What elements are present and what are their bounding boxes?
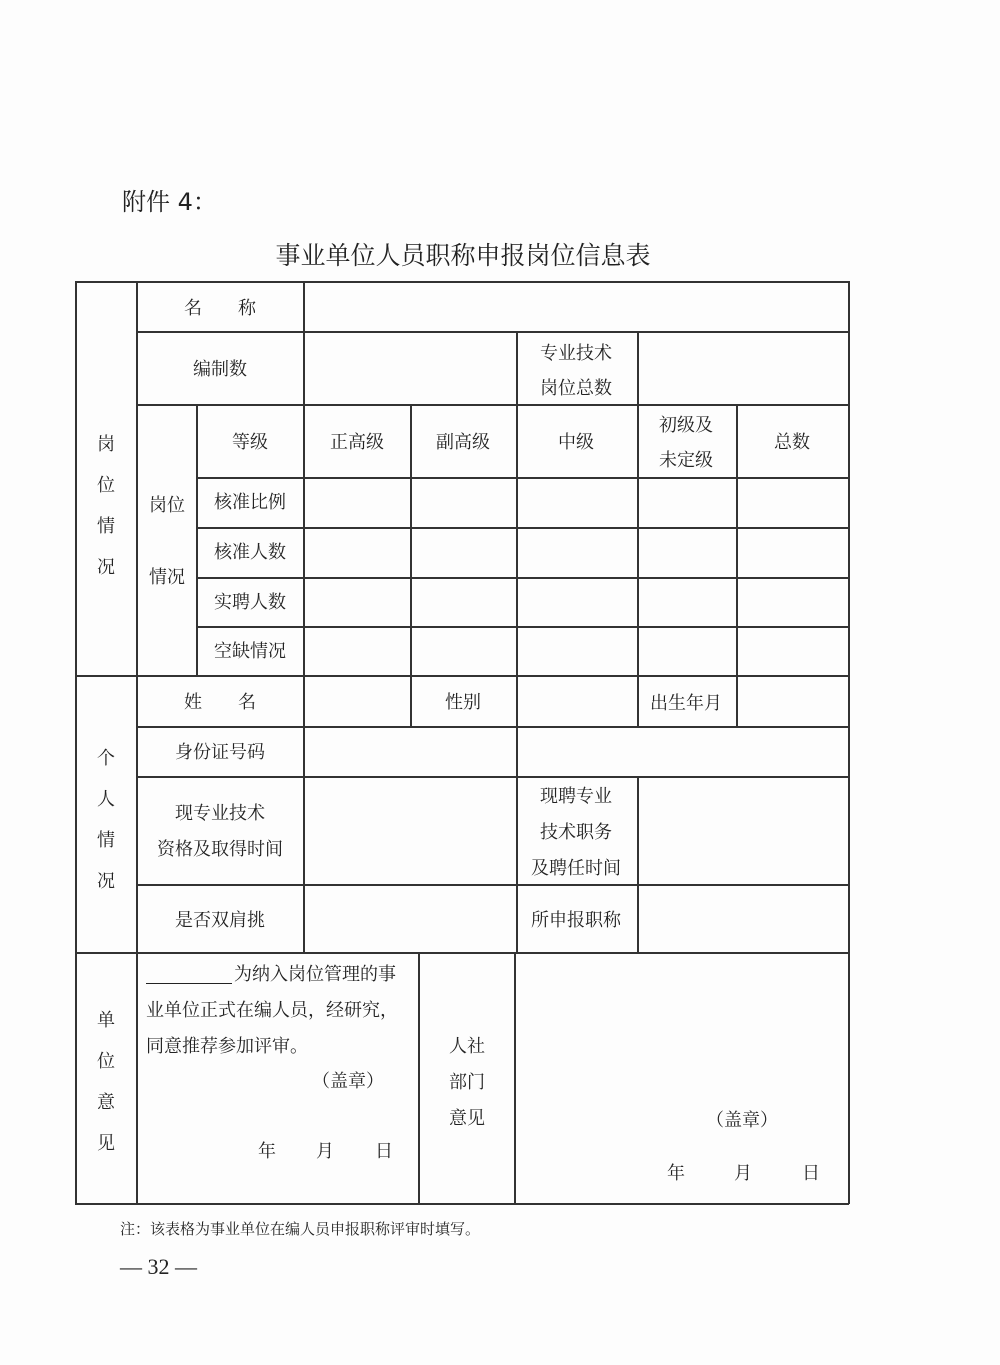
section-unit-label: 单 位 意 见 (97, 1010, 115, 1154)
row-label-approved: 核准人数 (214, 542, 286, 563)
grade-senior: 正高级 (330, 432, 384, 453)
id-label: 身份证号码 (175, 742, 265, 763)
attachment-label: 附件 4： (122, 188, 217, 216)
table-rule (75, 675, 849, 677)
table-rule (136, 281, 138, 1204)
table-rule (516, 331, 518, 953)
hr-seal: （盖章） (706, 1110, 778, 1131)
table-rule (410, 404, 412, 727)
table-rule (136, 726, 849, 728)
current-post-label-2: 技术职务 (540, 822, 612, 843)
grade-junior-2: 未定级 (659, 450, 713, 471)
unit-opinion-line-1 (146, 966, 396, 984)
row-label-hired: 实聘人数 (214, 592, 286, 613)
table-rule (75, 281, 77, 1204)
table-rule (196, 477, 849, 479)
hr-label-2: 部门 (449, 1072, 485, 1093)
hr-date-day: 日 (802, 1163, 820, 1184)
table-rule (637, 331, 639, 727)
qual-label-2: 资格及取得时间 (157, 839, 283, 860)
unit-date-day: 日 (375, 1141, 393, 1162)
gender-label: 性别 (445, 692, 481, 713)
person-name-label: 姓 名 (184, 692, 256, 713)
current-post-label-3: 及聘任时间 (531, 858, 621, 879)
sub-post-label-2: 情况 (149, 567, 185, 588)
current-post-label-1: 现聘专业 (540, 786, 612, 807)
table-rule (75, 281, 849, 283)
table-rule (196, 626, 849, 628)
table-rule (136, 404, 849, 406)
grade-junior-1: 初级及 (659, 415, 713, 436)
unit-opinion-line-3: 同意推荐参加评审。 (146, 1036, 308, 1057)
table-rule (196, 577, 849, 579)
table-rule (75, 1203, 849, 1205)
form-title: 事业单位人员职称申报岗位信息表 (275, 241, 651, 270)
hr-label-3: 意见 (449, 1108, 485, 1129)
page-number: — 32 — (120, 1254, 197, 1279)
footnote: 注：该表格为事业单位在编人员申报职称评审时填写。 (120, 1220, 481, 1238)
unit-opinion-line-2: 业单位正式在编人员，经研究， (146, 1000, 398, 1021)
unit-seal: （盖章） (312, 1071, 384, 1092)
tech-total-label-1: 专业技术 (540, 343, 612, 364)
birth-label: 出生年月 (650, 693, 722, 714)
name-label: 名 称 (184, 298, 256, 319)
table-rule (196, 404, 198, 676)
table-rule (418, 952, 420, 1204)
table-rule (514, 952, 516, 1204)
qual-label-1: 现专业技术 (175, 803, 265, 824)
total-header: 总数 (774, 432, 810, 453)
table-rule (196, 527, 849, 529)
sub-post-label-1: 岗位 (149, 495, 185, 516)
table-rule (736, 404, 738, 727)
applied-title-label: 所申报职称 (531, 910, 621, 931)
section-post-label: 岗 位 情 况 (97, 434, 115, 578)
table-rule (136, 331, 849, 333)
unit-opinion-text-1: 为纳入岗位管理的事 (234, 964, 396, 985)
hr-date-month: 月 (734, 1163, 752, 1184)
dual-label: 是否双肩挑 (175, 910, 265, 931)
row-label-vacancy: 空缺情况 (214, 641, 286, 662)
table-rule (136, 884, 849, 886)
table-rule (303, 281, 305, 953)
unit-date-year: 年 (258, 1141, 276, 1162)
table-rule (637, 776, 639, 953)
grade-middle: 中级 (558, 432, 594, 453)
unit-date-month: 月 (316, 1141, 334, 1162)
table-rule (75, 952, 849, 954)
hr-date-year: 年 (667, 1163, 685, 1184)
staffing-label: 编制数 (193, 359, 247, 380)
grade-header: 等级 (232, 432, 268, 453)
row-label-ratio: 核准比例 (214, 492, 286, 513)
table-rule (136, 776, 849, 778)
table-rule (848, 281, 850, 1204)
grade-vice-senior: 副高级 (436, 432, 490, 453)
unit-name-blank[interactable] (146, 967, 232, 984)
section-personal-label: 个 人 情 况 (97, 748, 115, 892)
tech-total-label-2: 岗位总数 (540, 378, 612, 399)
hr-label-1: 人社 (449, 1036, 485, 1057)
